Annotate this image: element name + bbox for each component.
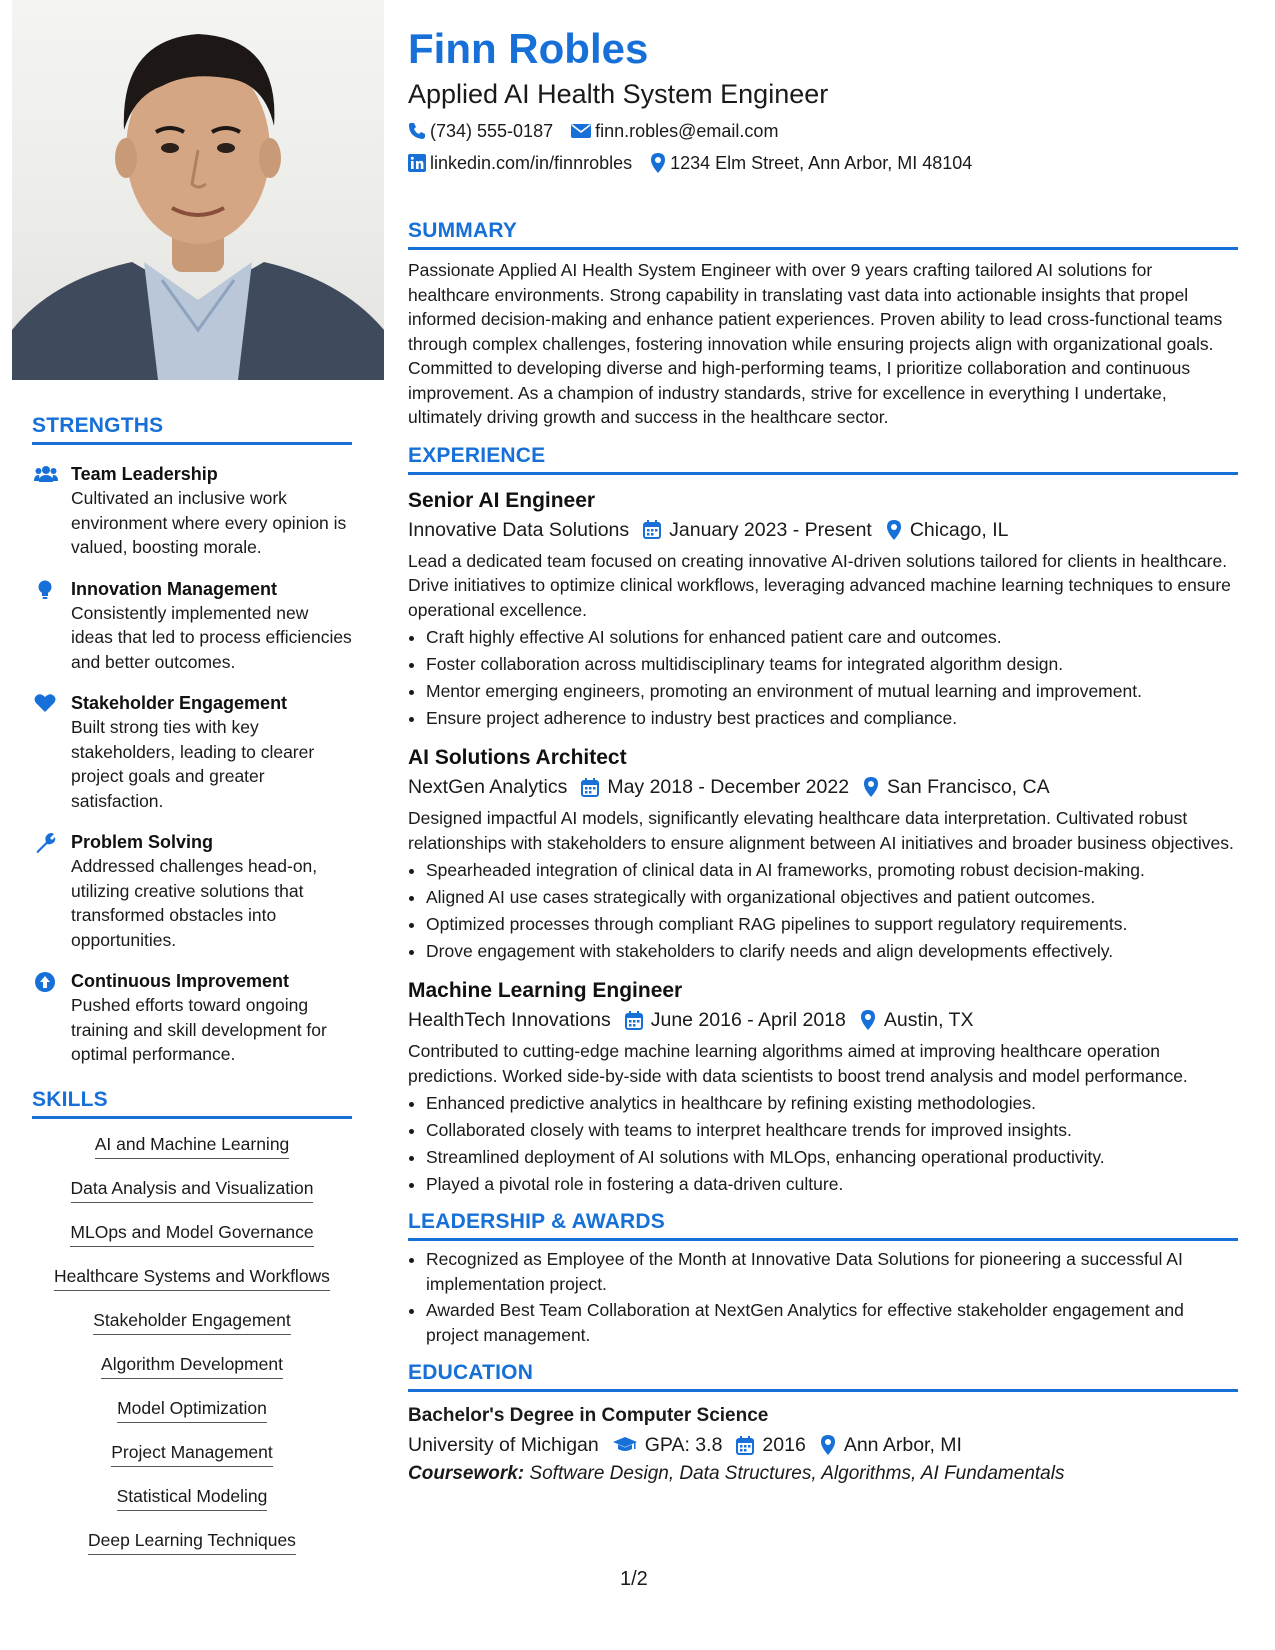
company-name: HealthTech Innovations bbox=[408, 1009, 611, 1031]
strength-item bbox=[32, 577, 352, 675]
graduation-year: 2016 bbox=[762, 1434, 806, 1456]
job-bullet: • Enhanced predictive analytics in healthcare by refining existing methodologies. bbox=[426, 1090, 1238, 1117]
skill-item: MLOps and Model Governance bbox=[70, 1221, 313, 1247]
calendar-icon bbox=[581, 778, 599, 797]
degree-title: Bachelor's Degree in Computer Science bbox=[408, 1405, 769, 1426]
job-bullet: • Foster collaboration across multidisciplinary teams for integrated algorithm design. bbox=[426, 651, 1238, 678]
experience-section bbox=[408, 444, 1238, 1199]
job-entry bbox=[408, 487, 1238, 733]
strength-desc: Cultivated an inclusive work environment where every opinion is valued, boosting morale. bbox=[71, 488, 347, 557]
summary-heading: SUMMARY bbox=[408, 219, 1238, 250]
strength-item bbox=[32, 462, 352, 560]
strength-desc: Consistently implemented new ideas that led to process efficiencies and better outcomes. bbox=[71, 602, 352, 672]
phone-contact[interactable] bbox=[408, 119, 553, 143]
summary-text: Passionate Applied AI Health System Engineer with over 9 years crafting tailored AI solutions for healthcare environments. Strong capability in translating vast data into actionable insights that propel informed decision-making and enhance patient experiences. Proven ability to lead cross-functional teams through complex challenges, fostering innovation while ensuring projects align with organizational goals. Committed to developing diverse and high-performing teams, I prioritize collaboration and continuous improvement. As a champion of industry standards, strive for excellence in everything I undertake, ultimately driving growth and success in the healthcare sector. bbox=[408, 260, 1223, 427]
skill-item: Healthcare Systems and Workflows bbox=[54, 1265, 330, 1291]
award-bullet: • Awarded Best Team Collaboration at NextGen Analytics for effective stakeholder engagement and project management. bbox=[426, 1298, 1238, 1347]
leadership-bullets bbox=[408, 1247, 1238, 1347]
map-pin-icon bbox=[886, 520, 902, 540]
coursework bbox=[408, 1460, 1238, 1488]
strength-desc: Addressed challenges head-on, utilizing creative solutions that transformed obstacles into opportunities. bbox=[71, 856, 318, 950]
job-title: AI Solutions Architect bbox=[408, 746, 627, 769]
candidate-title: Applied AI Health System Engineer bbox=[408, 79, 829, 109]
coursework-list: Software Design, Data Structures, Algorithms, AI Fundamentals bbox=[529, 1463, 1065, 1484]
job-bullet: • Aligned AI use cases strategically with organizational objectives and patient outcomes. bbox=[426, 884, 1238, 911]
page-number: 1/2 bbox=[620, 1568, 648, 1590]
job-bullet: • Optimized processes through compliant RAG pipelines to support regulatory requirements. bbox=[426, 911, 1238, 938]
strength-item bbox=[32, 969, 352, 1067]
phone-text: (734) 555-0187 bbox=[430, 121, 554, 141]
envelope-icon bbox=[571, 123, 591, 139]
job-bullets bbox=[408, 624, 1238, 732]
education-heading: EDUCATION bbox=[408, 1361, 1238, 1392]
right-column bbox=[408, 22, 1238, 1488]
job-bullet: • Played a pivotal role in fostering a data-driven culture. bbox=[426, 1171, 1238, 1198]
skill-item: Project Management bbox=[111, 1441, 272, 1467]
calendar-icon bbox=[643, 520, 661, 539]
coursework-label: Coursework: bbox=[408, 1463, 525, 1484]
job-location: Austin, TX bbox=[883, 1009, 974, 1031]
job-entry bbox=[408, 977, 1238, 1198]
skill-item: Model Optimization bbox=[117, 1397, 267, 1423]
job-bullet: • Spearheaded integration of clinical data in AI frameworks, promoting robust decision-making. bbox=[426, 857, 1238, 884]
address-text: 1234 Elm Street, Ann Arbor, MI 48104 bbox=[670, 153, 973, 173]
job-location: San Francisco, CA bbox=[887, 776, 1050, 798]
email-text: finn.robles@email.com bbox=[595, 121, 779, 141]
job-dates: January 2023 - Present bbox=[669, 518, 872, 541]
users-icon bbox=[34, 464, 56, 484]
skill-item: AI and Machine Learning bbox=[95, 1133, 290, 1159]
company-name: NextGen Analytics bbox=[408, 776, 568, 798]
skills-heading: SKILLS bbox=[32, 1088, 352, 1119]
skill-item: Stakeholder Engagement bbox=[93, 1309, 291, 1335]
skill-item: Algorithm Development bbox=[101, 1353, 283, 1379]
job-bullet: • Drove engagement with stakeholders to clarify needs and align developments effectively. bbox=[426, 938, 1238, 965]
job-meta bbox=[408, 772, 1238, 802]
map-pin-icon bbox=[863, 777, 879, 797]
graduation-cap-icon bbox=[613, 1436, 637, 1454]
phone-icon bbox=[408, 122, 426, 140]
job-bullet: • Streamlined deployment of AI solutions with MLOps, enhancing operational productivity. bbox=[426, 1144, 1238, 1171]
job-bullets bbox=[408, 1090, 1238, 1198]
lightbulb-icon bbox=[34, 579, 56, 599]
linkedin-icon bbox=[408, 154, 426, 172]
arrow-up-circle-icon bbox=[34, 971, 56, 991]
address-contact bbox=[650, 151, 972, 175]
education-section bbox=[408, 1361, 1238, 1488]
job-dates: June 2016 - April 2018 bbox=[650, 1009, 846, 1031]
strength-desc: Built strong ties with key stakeholders, leading to clearer project goals and greater satisfaction. bbox=[71, 717, 315, 811]
strengths-heading: STRENGTHS bbox=[32, 414, 352, 445]
job-bullet: • Ensure project adherence to industry best practices and compliance. bbox=[426, 705, 1238, 732]
job-location: Chicago, IL bbox=[909, 518, 1009, 541]
education-meta bbox=[408, 1430, 1238, 1460]
job-description: Designed impactful AI models, significantly elevating healthcare data interpretation. Cultivated robust relationships with stakeholders to ensure alignment between AI initiatives and broader business objectives. bbox=[408, 808, 1234, 853]
map-pin-icon bbox=[650, 153, 666, 173]
skill-item: Data Analysis and Visualization bbox=[71, 1177, 314, 1203]
strength-item bbox=[32, 691, 352, 813]
skills-section bbox=[32, 1088, 352, 1573]
job-title: Machine Learning Engineer bbox=[408, 979, 683, 1002]
wrench-icon bbox=[34, 832, 56, 852]
job-meta bbox=[408, 1005, 1238, 1035]
profile-photo bbox=[12, 0, 384, 380]
calendar-icon bbox=[736, 1436, 754, 1455]
gpa-text: GPA: 3.8 bbox=[644, 1434, 723, 1456]
job-description: Contributed to cutting-edge machine learning algorithms aimed at improving healthcare operation predictions. Worked side-by-side with data scientists to boost trend analysis and model performance. bbox=[408, 1041, 1188, 1086]
strength-title: Stakeholder Engagement bbox=[71, 693, 288, 713]
skills-list bbox=[32, 1133, 352, 1573]
job-description: Lead a dedicated team focused on creating innovative AI-driven solutions tailored for clients in healthcare. Drive initiatives to optimize clinical workflows, leveraging advanced machine learning techniques to ensure operational excellence. bbox=[408, 550, 1231, 620]
linkedin-contact[interactable] bbox=[408, 151, 632, 175]
job-entry bbox=[408, 744, 1238, 965]
strength-title: Team Leadership bbox=[71, 464, 218, 484]
job-bullet: • Collaborated closely with teams to interpret healthcare trends for improved insights. bbox=[426, 1117, 1238, 1144]
strength-title: Innovation Management bbox=[71, 578, 278, 599]
leadership-heading: LEADERSHIP & AWARDS bbox=[408, 1210, 1238, 1241]
email-contact[interactable] bbox=[571, 119, 778, 143]
skill-item: Statistical Modeling bbox=[117, 1485, 268, 1511]
education-location: Ann Arbor, MI bbox=[843, 1434, 962, 1456]
job-bullets bbox=[408, 857, 1238, 965]
summary-section bbox=[408, 219, 1238, 430]
job-meta bbox=[408, 515, 1238, 545]
experience-heading: EXPERIENCE bbox=[408, 444, 1238, 475]
linkedin-text: linkedin.com/in/finnrobles bbox=[430, 153, 633, 173]
contact-row-2 bbox=[408, 151, 1238, 175]
left-column bbox=[0, 0, 384, 1650]
job-bullet: • Mentor emerging engineers, promoting an environment of mutual learning and improvement. bbox=[426, 678, 1238, 705]
job-dates: May 2018 - December 2022 bbox=[607, 776, 850, 798]
leadership-section bbox=[408, 1210, 1238, 1347]
job-title: Senior AI Engineer bbox=[408, 488, 596, 512]
map-pin-icon bbox=[860, 1010, 876, 1030]
company-name: Innovative Data Solutions bbox=[408, 518, 630, 541]
map-pin-icon bbox=[820, 1435, 836, 1455]
strength-item bbox=[32, 830, 352, 952]
job-bullet: • Craft highly effective AI solutions for enhanced patient care and outcomes. bbox=[426, 624, 1238, 651]
skill-item: Deep Learning Techniques bbox=[88, 1529, 296, 1555]
heart-icon bbox=[34, 693, 56, 713]
strengths-section bbox=[32, 414, 352, 1067]
school-name: University of Michigan bbox=[408, 1434, 599, 1456]
candidate-name: Finn Robles bbox=[408, 25, 649, 72]
strength-title: Continuous Improvement bbox=[71, 971, 290, 991]
contact-row-1 bbox=[408, 119, 1238, 143]
award-bullet: • Recognized as Employee of the Month at Innovative Data Solutions for pioneering a successful AI implementation project. bbox=[426, 1247, 1238, 1296]
calendar-icon bbox=[625, 1011, 643, 1030]
strength-desc: Pushed efforts toward ongoing training and skill development for optimal performance. bbox=[71, 995, 327, 1064]
strength-title: Problem Solving bbox=[71, 832, 214, 852]
